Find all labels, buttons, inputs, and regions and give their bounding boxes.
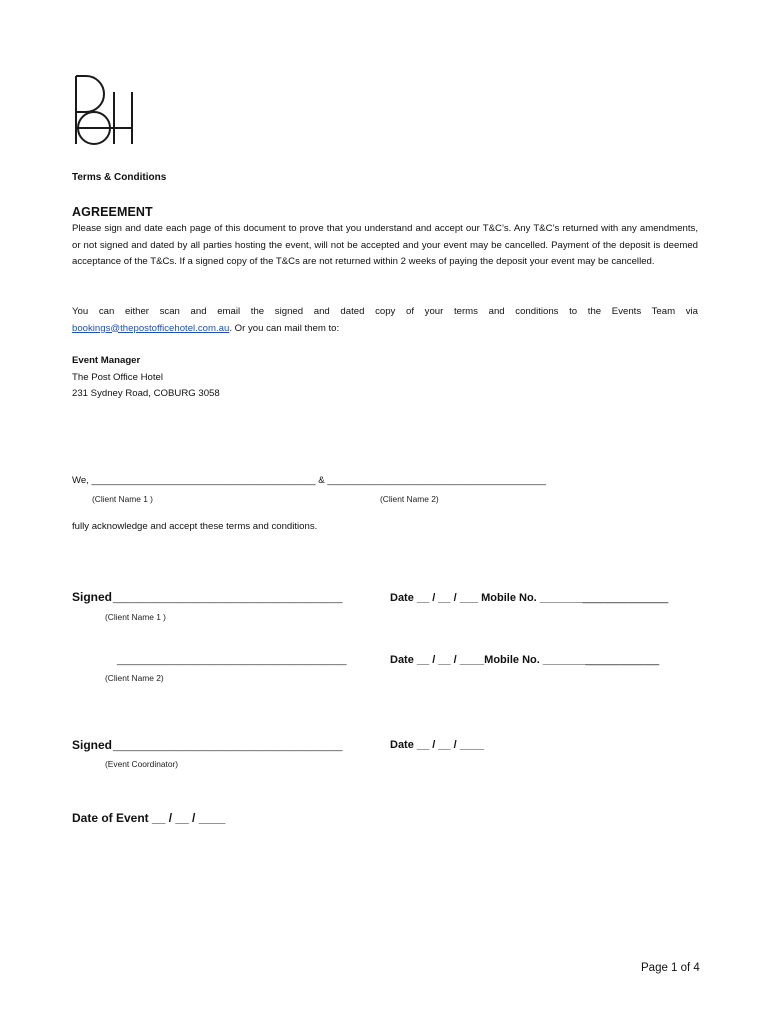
- mail-instructions: [72, 304, 698, 337]
- signature-line-coordinator[interactable]: ___________________________________________: [113, 741, 343, 752]
- section-label: Terms & Conditions: [72, 172, 167, 183]
- address-line-1: The Post Office Hotel: [72, 371, 164, 383]
- address-line-2: 231 Sydney Road, COBURG 3058: [72, 388, 220, 399]
- client-1-caption: (Client Name 1 ): [92, 494, 153, 504]
- mail-instructions-suffix: . Or you can mail them to:: [229, 322, 340, 334]
- client-2-caption: (Client Name 2): [380, 494, 439, 504]
- poh-logo: [72, 74, 136, 146]
- date-mobile-row-1[interactable]: [390, 592, 668, 604]
- agreement-paragraph: Please sign and date each page of this document to prove that you understand and accept our T&C’s. Any T&C’s returned with any amendments, or not signed and dated by all parties hosting the event, will not be accepted and your event may be cancelled. Payment of the deposit is deemed acceptance of the T&Cs. If a signed copy of the T&Cs are not returned within 2 weeks of paying the deposit your event may be cancelled.: [72, 223, 698, 267]
- mailing-address: [72, 353, 220, 403]
- date-row-coordinator[interactable]: Date __ / __ / ____: [390, 739, 485, 751]
- signature-line-client-1[interactable]: ___________________________________________: [113, 593, 343, 604]
- mobile-line-2: ____________: [585, 654, 660, 666]
- we-client-names-line[interactable]: We, __________________________________________ & _________________________________________: [72, 475, 547, 486]
- page-number: Page 1 of 4: [641, 962, 700, 974]
- signature-caption-client-1: (Client Name 1 ): [105, 612, 166, 622]
- address-title: Event Manager: [72, 355, 141, 366]
- date-of-event[interactable]: Date of Event __ / __ / ____: [72, 811, 226, 825]
- date-mobile-2: Date __ / __ / ____Mobile No. _______: [390, 654, 586, 666]
- signature-caption-coordinator: (Event Coordinator): [105, 759, 179, 769]
- signature-caption-client-2: (Client Name 2): [105, 673, 164, 683]
- mobile-line-1: ______________: [582, 592, 669, 604]
- signed-label-3: Signed: [72, 738, 113, 752]
- signed-label-1: Signed: [72, 590, 113, 604]
- date-mobile-row-2[interactable]: [390, 654, 659, 666]
- bookings-email-link[interactable]: bookings@thepostofficehotel.com.au: [72, 322, 230, 334]
- date-mobile-1: Date __ / __ / ___ Mobile No. _______: [390, 592, 583, 604]
- agreement-heading: AGREEMENT: [72, 205, 153, 219]
- acknowledge-text: fully acknowledge and accept these terms and conditions.: [72, 521, 318, 532]
- mail-instructions-text: You can either scan and email the signed and dated copy of your terms and conditions to the Events Team via: [72, 306, 698, 317]
- signature-line-client-2[interactable]: ___________________________________________: [117, 655, 347, 666]
